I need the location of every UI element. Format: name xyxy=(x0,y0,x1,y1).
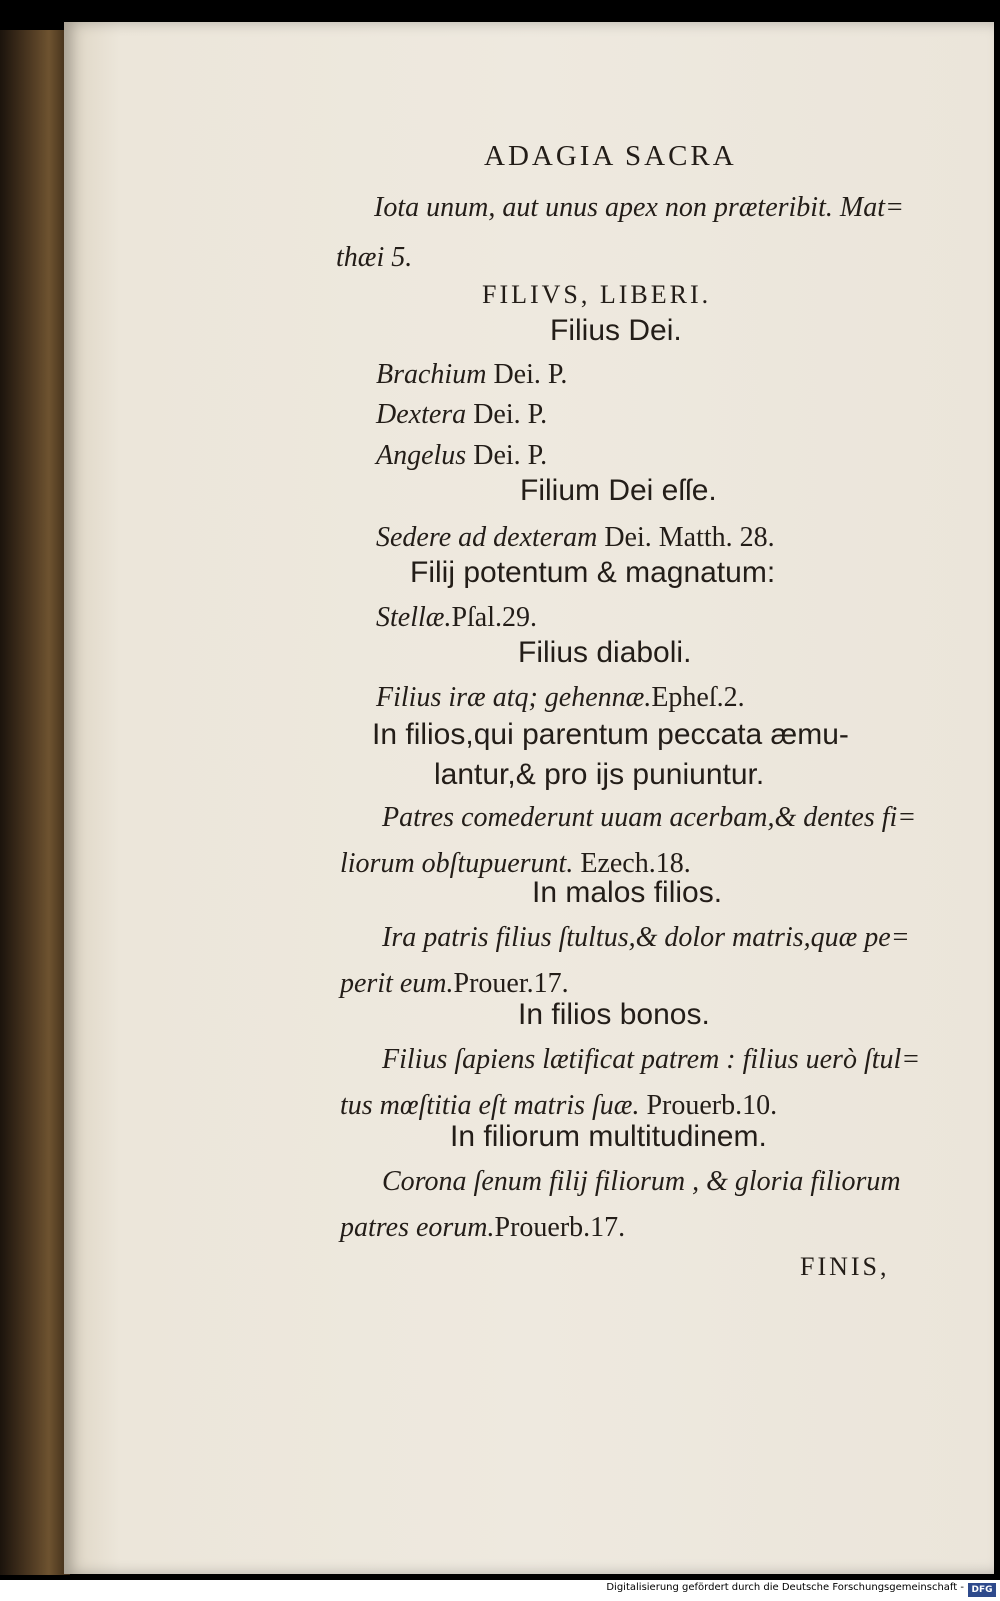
section-heading: FILIVS, LIBERI. xyxy=(482,280,712,309)
text-line: Corona ſenum filij filiorum , & gloria filiorum xyxy=(382,1166,901,1197)
text-roman: Dei. P. xyxy=(466,399,548,430)
subheading: Filij potentum & magnatum: xyxy=(410,556,776,589)
subheading: In malos filios. xyxy=(532,876,723,909)
text-roman: Prouerb.10. xyxy=(639,1090,778,1121)
text-roman: Dei. Matth. 28. xyxy=(597,522,775,553)
text-italic: Brachium xyxy=(376,359,487,390)
text-line xyxy=(340,968,569,1000)
footer-credit: Digitalisierung gefördert durch die Deutsche Forschungsgemeinschaft - xyxy=(606,1582,964,1593)
text-italic: Stellæ. xyxy=(376,602,452,633)
text-italic: patres eorum. xyxy=(340,1212,495,1243)
text-roman: Prouer.17. xyxy=(453,968,569,999)
text-roman: Dei. P. xyxy=(486,359,568,390)
text-italic: Filius iræ atq; gehennæ. xyxy=(376,682,652,713)
subheading: Filius Dei. xyxy=(550,314,682,347)
text-line: Filius ſapiens lætificat patrem : filius uerò ſtul= xyxy=(382,1044,921,1075)
text-line xyxy=(376,602,537,634)
digitization-footer xyxy=(0,1580,1000,1601)
text-roman: Ezech.18. xyxy=(573,848,691,879)
text-italic: Dextera xyxy=(376,399,467,430)
text-line: Patres comederunt uuam acerbam,& dentes fi= xyxy=(382,802,917,833)
dfg-logo: DFG xyxy=(968,1583,996,1597)
subheading: Filius diaboli. xyxy=(518,636,692,669)
subheading: In filiorum multitudinem. xyxy=(450,1120,767,1153)
finis-label: FINIS, xyxy=(800,1252,890,1281)
text-line xyxy=(340,1212,625,1244)
subheading: lantur,& pro ijs puniuntur. xyxy=(434,758,765,791)
book-binding xyxy=(0,30,70,1575)
text-line xyxy=(376,399,547,431)
text-line: Ira patris filius ſtultus,& dolor matris,quæ pe= xyxy=(382,922,910,953)
text-roman: Epheſ.2. xyxy=(651,682,745,713)
text-line: thæi 5. xyxy=(336,242,413,273)
text-line xyxy=(376,522,775,554)
text-line xyxy=(340,1090,777,1122)
text-italic: tus mœſtitia eſt matris ſuæ. xyxy=(340,1090,640,1121)
text-line xyxy=(376,440,547,472)
text-roman: Pſal.29. xyxy=(451,602,538,633)
text-roman: Dei. P. xyxy=(466,440,548,471)
subheading: Filium Dei eſſe. xyxy=(520,474,717,507)
text-italic: perit eum. xyxy=(340,968,454,999)
subheading: In filios bonos. xyxy=(518,998,710,1031)
text-line xyxy=(376,682,745,714)
text-italic: liorum obſtupuerunt. xyxy=(340,848,574,879)
text-line xyxy=(376,359,567,391)
text-roman: Prouerb.17. xyxy=(494,1212,626,1243)
subheading: In filios,qui parentum peccata æmu- xyxy=(372,718,849,751)
text-italic: Angelus xyxy=(376,440,467,471)
running-head: ADAGIA SACRA xyxy=(484,140,737,172)
book-page xyxy=(64,22,994,1574)
text-line: Iota unum, aut unus apex non præteribit. Mat= xyxy=(374,192,904,223)
text-italic: Sedere ad dexteram xyxy=(376,522,598,553)
